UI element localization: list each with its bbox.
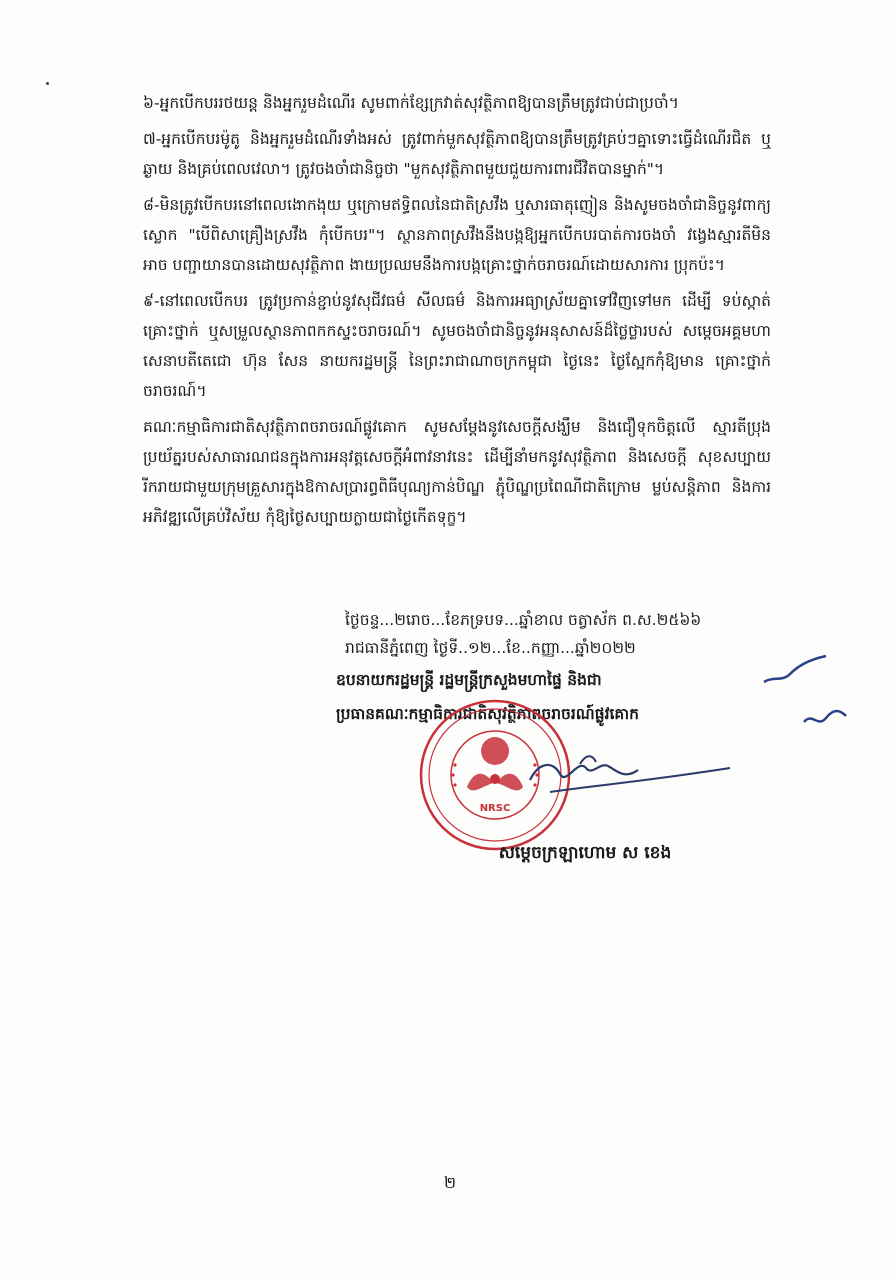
signer-title-line-1: ឧបនាយករដ្ឋមន្ត្រី រដ្ឋមន្ត្រីក្រសួងមហាផ្ទៃ និងជា <box>336 671 602 689</box>
initial-mark-icon <box>760 652 830 692</box>
lunar-date: ថ្ងៃចន្ទ...២រោច...ខែភទ្របទ...ឆ្នាំខាល ចត្វាស័ក ព.ស.២៥៦៦ <box>345 611 702 629</box>
seal-label: NRSC <box>479 803 511 814</box>
signer-name: សម្តេចក្រឡាហោម ស ខេង <box>498 843 672 863</box>
handwritten-signature-icon <box>520 740 740 820</box>
paragraph-8: ៨-មិនត្រូវបើកបរនៅពេលងោកងុយ ឬក្រោមឥទ្ធិពលនៃជាតិស្រវឹង ឬសារធាតុញៀន និងសូមចងចាំជានិច្ចនូវពាក្យស្លោក "បើពិសាគ្រឿងស្រវឹង កុំបើកបរ"។ ស្ថានភាពស្រវឹងនឹងបង្កឱ្យអ្នកបើកបរបាត់ការចងចាំ វង្វេងស្មារតីមិនអាច បញ្ជាយានបានដោយសុវត្ថិភាព ងាយប្រឈមនឹងការបង្កគ្រោះថ្នាក់ចរាចរណ៍ដោយសារការ ប្រុកប៉ះ។ <box>143 196 771 274</box>
solar-date: រាជធានីភ្នំពេញ ថ្ងៃទី..១២...ខែ..កញ្ញា...ឆ្នាំ២០២២ <box>345 639 636 657</box>
initial-mark-icon <box>800 704 850 734</box>
date-block <box>345 606 785 662</box>
paragraph-7: ៧-អ្នកបើកបរម៉ូតូ និងអ្នករួមដំណើរទាំងអស់ ត្រូវពាក់មួកសុវត្ថិភាពឱ្យបានត្រឹមត្រូវគ្រប់ៗគ្នាទោះធ្វើដំណើរជិត ឬឆ្ងាយ និងគ្រប់ពេលវេលា។ ត្រូវចងចាំជានិច្ចថា "មួកសុវត្ថិភាពមួយជួយការពារជីវិតបានម្នាក់"។ <box>143 130 771 178</box>
paragraph-6: ៦-អ្នកបើកបររថយន្ត និងអ្នករួមដំណើរ សូមពាក់ខ្សែក្រវាត់សុវត្ថិភាពឱ្យបានត្រឹមត្រូវជាប់ជាប្រចាំ។ <box>143 94 679 112</box>
signer-title-line-2: ប្រធានគណៈកម្មាធិការជាតិសុវត្ថិភាពចរាចរណ៍ផ្លូវគោក <box>336 705 639 723</box>
scan-speck <box>46 82 49 85</box>
closing-paragraph: គណៈកម្មាធិការជាតិសុវត្ថិភាពចរាចរណ៍ផ្លូវគោក សូមសម្តែងនូវសេចក្តីសង្ឃឹម និងជឿទុកចិត្តលើ ស្មារតីប្រុងប្រយ័ត្នរបស់សាធារណជនក្នុងការអនុវត្តសេចក្តីអំពាវនាវនេះ ដើម្បីនាំមកនូវសុវត្ថិភាព និងសេចក្តី សុខសប្បាយ រីករាយជាមួយក្រុមគ្រួសារក្នុងឱកាសប្រារព្ធពិធីបុណ្យកាន់បិណ្ឌ ភ្ជុំបិណ្ឌប្រពៃណីជាតិក្រោម ម្លប់សន្តិភាព និងការអភិវឌ្ឍលើគ្រប់វិស័យ កុំឱ្យថ្ងៃសប្បាយក្លាយជាថ្ងៃកើតទុក្ខ។ <box>143 418 771 526</box>
letter-body <box>143 88 771 538</box>
paragraph-9: ៩-នៅពេលបើកបរ ត្រូវប្រកាន់ខ្ជាប់នូវសុជីវធម៌ សីលធម៌ និងការអធ្យាស្រ័យគ្នាទៅវិញទៅមក ដើម្បី ទប់ស្កាត់គ្រោះថ្នាក់ ឬសម្រួលស្ថានភាពកកស្ទះចរាចរណ៍។ សូមចងចាំជានិច្ចនូវអនុសាសន៍ដ៏ថ្លៃថ្លារបស់ សម្តេចអគ្គមហាសេនាបតីតេជោ ហ៊ុន សែន នាយករដ្ឋមន្ត្រី នៃព្រះរាជាណាចក្រកម្ពុជា ថ្ងៃនេះ ថ្ងៃស្អែកកុំឱ្យមាន គ្រោះថ្នាក់ចរាចរណ៍។ <box>143 292 771 400</box>
page-number: ២ <box>443 1173 457 1192</box>
